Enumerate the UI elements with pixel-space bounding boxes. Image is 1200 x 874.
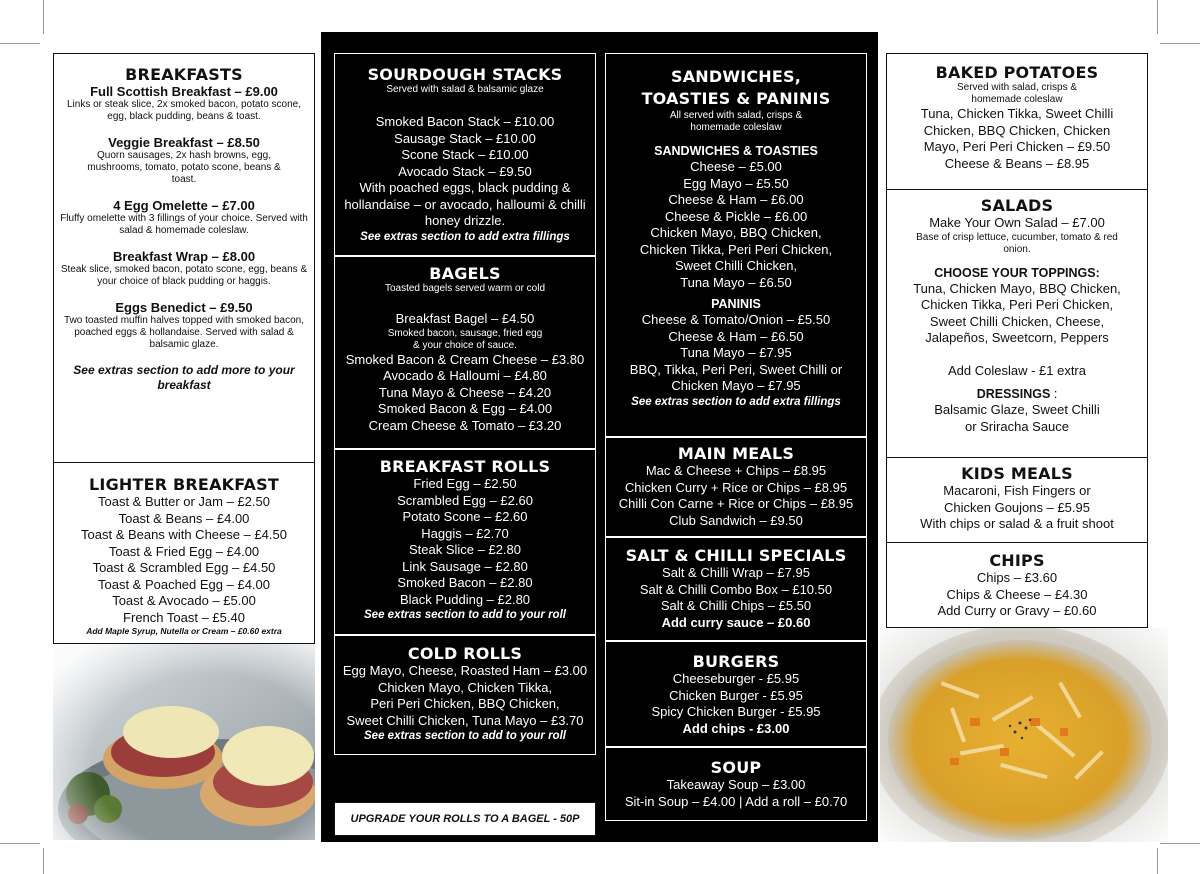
sandwiches-toasties-heading: SANDWICHES & TOASTIES xyxy=(654,144,818,158)
kids-meals-section xyxy=(886,457,1148,543)
menu-item: Egg Mayo, Cheese, Roasted Ham – £3.00 xyxy=(342,663,588,678)
menu-item: Chicken Mayo, BBQ Chicken, xyxy=(650,225,822,240)
menu-item: Scrambled Egg – £2.60 xyxy=(397,492,533,508)
sandwiches-title-line2: TOASTIES & PANINIS xyxy=(641,89,831,108)
menu-item: Cheese & Pickle – £6.00 xyxy=(664,208,808,224)
toppings-heading: CHOOSE YOUR TOPPINGS: xyxy=(934,265,1100,280)
sourdough-title: SOURDOUGH STACKS xyxy=(367,65,563,84)
menu-item-desc: Fluffy omelette with 3 fillings of your choice. Served with salad & homemade coleslaw. xyxy=(60,213,308,236)
menu-item: Cheeseburger - £5.95 xyxy=(672,671,800,686)
menu-item: Club Sandwich – £9.50 xyxy=(669,512,803,528)
menu-item-desc: Quorn sausages, 2x hash browns, egg, mushrooms, tomato, potato scone, beans & toast. xyxy=(87,150,281,185)
menu-item: Mayo, Peri Peri Chicken – £9.50 xyxy=(923,139,1111,154)
menu-item: Cheese & Ham – £6.50 xyxy=(668,328,804,344)
menu-item: Avocado & Halloumi – £4.80 xyxy=(383,368,547,383)
eggs-benedict-photo xyxy=(53,644,315,840)
menu-item: Salt & Chilli Wrap – £7.95 xyxy=(662,565,810,580)
menu-item: Sweet Chilli Chicken, xyxy=(674,258,798,273)
sourdough-section xyxy=(334,53,596,256)
menu-item: Mac & Cheese + Chips – £8.95 xyxy=(645,463,827,478)
menu-item: Chips & Cheese – £4.30 xyxy=(946,586,1088,602)
menu-item: Smoked Bacon – £2.80 xyxy=(397,575,533,590)
menu-item: Steak Slice – £2.80 xyxy=(408,542,522,557)
topping-line: Chicken Tikka, Peri Peri Chicken, xyxy=(920,297,1114,312)
menu-item: Salt & Chilli Combo Box – £10.50 xyxy=(639,581,833,597)
menu-item: Add Curry or Gravy – £0.60 xyxy=(937,603,1097,618)
dressings-heading: DRESSINGS xyxy=(976,387,1051,401)
lighter-note: Add Maple Syrup, Nutella or Cream – £0.60 extra xyxy=(86,626,282,636)
sourdough-subtitle: Served with salad & balsamic glaze xyxy=(386,84,544,95)
sandwiches-title: SANDWICHES, xyxy=(670,67,802,86)
menu-item: Smoked Bacon & Cream Cheese – £3.80 xyxy=(345,351,585,367)
menu-item: Potato Scone – £2.60 xyxy=(402,509,528,524)
crop-mark xyxy=(1160,843,1200,844)
menu-item: Egg Mayo – £5.50 xyxy=(683,175,789,191)
topping-line: Tuna, Chicken Mayo, BBQ Chicken, xyxy=(913,280,1121,296)
baked-potatoes-section xyxy=(886,53,1148,190)
menu-item: Toast & Fried Egg – £4.00 xyxy=(108,543,260,559)
menu-item-extra: Add curry sauce – £0.60 xyxy=(661,614,811,630)
paninis-heading: PANINIS xyxy=(711,297,761,311)
soup-title: SOUP xyxy=(710,758,762,777)
menu-item: Chicken Curry + Rice or Chips – £8.95 xyxy=(624,479,848,495)
menu-item: Takeaway Soup – £3.00 xyxy=(666,777,806,792)
cold-rolls-title: COLD ROLLS xyxy=(407,644,523,663)
menu-item: Link Sausage – £2.80 xyxy=(402,558,528,574)
menu-item: Toast & Beans – £4.00 xyxy=(118,510,250,526)
salt-chilli-title: SALT & CHILLI SPECIALS xyxy=(625,546,847,565)
menu-item: Tuna Mayo – £6.50 xyxy=(680,274,792,290)
breakfasts-section xyxy=(53,53,315,463)
cold-rolls-note: See extras section to add to your roll xyxy=(364,730,566,742)
dressing-line: Balsamic Glaze, Sweet Chilli xyxy=(934,402,1100,417)
menu-item: Peri Peri Chicken, BBQ Chicken, xyxy=(370,696,560,711)
coleslaw-extra: Add Coleslaw - £1 extra xyxy=(947,362,1086,378)
menu-item: French Toast – £5.40 xyxy=(123,609,245,625)
menu-item: Toast & Scrambled Egg – £4.50 xyxy=(92,560,276,575)
cold-rolls-section xyxy=(334,635,596,755)
sourdough-note: See extras section to add extra fillings xyxy=(360,230,570,243)
crop-mark xyxy=(1160,43,1200,44)
menu-item: Chips – £3.60 xyxy=(976,570,1058,585)
menu-item: Haggis – £2.70 xyxy=(421,525,509,541)
menu-item-desc: Base of crisp lettuce, cucumber, tomato & red onion. xyxy=(916,231,1118,255)
breakfast-rolls-section xyxy=(334,449,596,635)
menu-item: BBQ, Tikka, Peri Peri, Sweet Chilli or xyxy=(629,361,843,377)
crop-mark xyxy=(0,843,40,844)
menu-item: Smoked Bacon & Egg – £4.00 xyxy=(377,401,553,416)
rolls-note: See extras section to add to your roll xyxy=(364,609,566,621)
main-meals-section xyxy=(605,437,867,537)
topping-line: Jalapeños, Sweetcorn, Peppers xyxy=(925,330,1109,345)
upgrade-banner: UPGRADE YOUR ROLLS TO A BAGEL - 50P xyxy=(334,802,596,836)
main-meals-title: MAIN MEALS xyxy=(677,444,795,463)
sandwiches-section xyxy=(605,53,867,437)
menu-item: Toast & Beans with Cheese – £4.50 xyxy=(81,527,287,542)
menu-item: Cheese & Beans – £8.95 xyxy=(944,155,1090,171)
menu-item: Cheese – £5.00 xyxy=(690,159,782,174)
crop-mark xyxy=(43,848,44,874)
menu-item: Chilli Con Carne + Rice or Chips – £8.95 xyxy=(618,496,854,511)
bagels-section xyxy=(334,256,596,449)
chips-title: CHIPS xyxy=(989,551,1045,570)
dressings-colon: : xyxy=(1050,387,1058,401)
menu-item: Macaroni, Fish Fingers or xyxy=(943,483,1091,498)
crop-mark xyxy=(43,0,44,34)
menu-item-name: Eggs Benedict – £9.50 xyxy=(115,300,253,315)
menu-item: Chicken Mayo – £7.95 xyxy=(671,378,801,393)
menu-item-extra: Add chips - £3.00 xyxy=(682,720,790,736)
menu-item: Salt & Chilli Chips – £5.50 xyxy=(660,598,812,613)
menu-item: Toast & Poached Egg – £4.00 xyxy=(97,576,270,592)
menu-item-name: Full Scottish Breakfast – £9.00 xyxy=(90,84,278,99)
breakfasts-note: See extras section to add more to your breakfast xyxy=(73,363,295,392)
crop-mark xyxy=(0,43,40,44)
menu-item: Chicken Tikka, Peri Peri Chicken, xyxy=(639,241,833,257)
menu-item-desc: Smoked bacon, sausage, fried egg & your choice of sauce. xyxy=(387,327,543,351)
menu-item: Chicken Goujons – £5.95 xyxy=(944,499,1090,515)
menu-item: Smoked Bacon Stack – £10.00 xyxy=(375,114,555,129)
menu-item: Scone Stack – £10.00 xyxy=(401,147,529,162)
bagels-subtitle: Toasted bagels served warm or cold xyxy=(384,283,546,294)
baked-potatoes-title: BAKED POTATOES xyxy=(935,63,1099,82)
menu-item-name: Veggie Breakfast – £8.50 xyxy=(108,135,260,150)
chips-section xyxy=(886,542,1148,628)
burgers-section xyxy=(605,641,867,747)
bagels-title: BAGELS xyxy=(429,264,501,283)
menu-item: Cheese & Ham – £6.00 xyxy=(668,192,804,207)
soup-photo xyxy=(880,628,1168,842)
menu-item: Cheese & Tomato/Onion – £5.50 xyxy=(641,312,831,327)
menu-item: Breakfast Bagel – £4.50 xyxy=(395,311,535,326)
menu-item-desc: Links or steak slice, 2x smoked bacon, potato scone, egg, black pudding, beans & toast. xyxy=(66,99,301,122)
kids-meals-title: KIDS MEALS xyxy=(961,464,1073,483)
menu-item: Sausage Stack – £10.00 xyxy=(394,130,536,146)
menu-item: Sweet Chilli Chicken, Tuna Mayo – £3.70 xyxy=(346,712,584,728)
menu-item: Chicken Burger - £5.95 xyxy=(669,687,803,703)
baked-potatoes-subtitle: Served with salad, crisps & homemade coleslaw xyxy=(956,82,1078,105)
crop-mark xyxy=(1157,848,1158,874)
menu-item: Tuna, Chicken Tikka, Sweet Chilli xyxy=(920,106,1114,121)
menu-item: Avocado Stack – £9.50 xyxy=(398,163,532,179)
menu-item: Cream Cheese & Tomato – £3.20 xyxy=(368,417,562,433)
menu-item: Tuna Mayo & Cheese – £4.20 xyxy=(378,384,552,400)
lighter-breakfast-section xyxy=(53,462,315,644)
menu-item-name: 4 Egg Omelette – £7.00 xyxy=(113,198,255,213)
menu-item: Chicken Mayo, Chicken Tikka, xyxy=(377,679,553,695)
menu-item: Sit-in Soup – £4.00 | Add a roll – £0.70 xyxy=(624,793,848,809)
dressings-heading-row xyxy=(891,387,1143,402)
dressing-line: or Sriracha Sauce xyxy=(964,418,1070,434)
menu-item: Make Your Own Salad – £7.00 xyxy=(929,215,1105,230)
crop-mark xyxy=(1157,0,1158,34)
sandwiches-subtitle: All served with salad, crisps & homemade coleslaw xyxy=(669,110,803,133)
menu-item: With chips or salad & a fruit shoot xyxy=(920,516,1114,531)
menu-item-desc: Two toasted muffin halves topped with smoked bacon, poached eggs & hollandaise. Served with salad & balsamic glaze. xyxy=(64,315,304,350)
breakfast-rolls-title: BREAKFAST ROLLS xyxy=(379,457,551,476)
menu-item: Tuna Mayo – £7.95 xyxy=(680,345,792,360)
salads-section xyxy=(886,189,1148,458)
lighter-breakfast-title: LIGHTER BREAKFAST xyxy=(89,475,279,494)
salads-title: SALADS xyxy=(980,196,1054,215)
breakfasts-title: BREAKFASTS xyxy=(125,65,243,84)
menu-item: Toast & Butter or Jam – £2.50 xyxy=(98,494,270,509)
menu-item-name: Breakfast Wrap – £8.00 xyxy=(112,249,256,264)
sourdough-desc: With poached eggs, black pudding & hollandaise – or avocado, halloumi & chilli honey drizzle. xyxy=(344,180,586,228)
menu-item: Toast & Avocado – £5.00 xyxy=(112,593,256,608)
burgers-title: BURGERS xyxy=(692,652,780,671)
menu-item-desc: Steak slice, smoked bacon, potato scone, egg, beans & your choice of black pudding or haggis. xyxy=(60,264,308,287)
sandwiches-note: See extras section to add extra fillings xyxy=(631,395,841,408)
menu-item: Chicken, BBQ Chicken, Chicken xyxy=(923,122,1111,138)
menu-item: Black Pudding – £2.80 xyxy=(399,591,531,607)
salt-chilli-section xyxy=(605,537,867,641)
soup-section xyxy=(605,747,867,821)
topping-line: Sweet Chilli Chicken, Cheese, xyxy=(929,313,1105,329)
menu-item: Spicy Chicken Burger - £5.95 xyxy=(651,704,821,719)
menu-item: Fried Egg – £2.50 xyxy=(413,476,517,491)
